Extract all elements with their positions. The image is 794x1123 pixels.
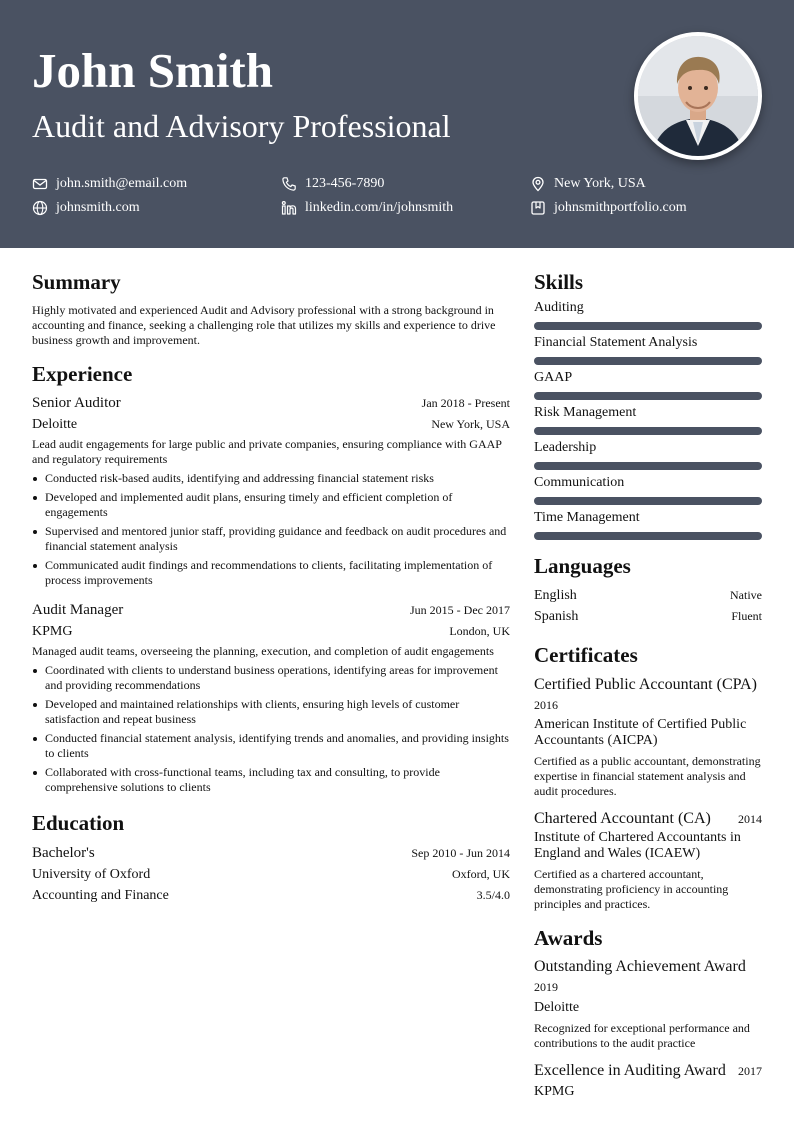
portfolio-icon <box>530 200 546 216</box>
skills-heading: Skills <box>534 270 584 294</box>
main-column <box>32 270 510 906</box>
school-name: University of Oxford <box>32 866 151 882</box>
skill-item <box>534 474 762 505</box>
contact-website[interactable] <box>32 200 140 216</box>
field-of-study: Accounting and Finance <box>32 887 169 903</box>
email-text[interactable]: john.smith@email.com <box>56 176 188 191</box>
avatar-portrait-icon <box>638 36 758 156</box>
award-year: 2017 <box>738 1063 762 1078</box>
job-bullet: Conducted risk-based audits, identifying and addressing financial statement risks <box>32 471 510 486</box>
skill-item <box>534 299 762 330</box>
languages-list <box>534 585 762 627</box>
summary-heading: Summary <box>32 270 121 294</box>
job-bullet: Developed and implemented audit plans, ensuring timely and efficient completion of engagements <box>32 490 510 520</box>
language-level: Native <box>730 588 762 603</box>
skill-bar <box>534 462 762 470</box>
award-title: Outstanding Achievement Award <box>534 957 746 975</box>
award-description: Recognized for exceptional performance and contributions to the audit practice <box>534 1020 750 1050</box>
language-level: Fluent <box>731 609 762 624</box>
skill-name: Communication <box>534 475 625 491</box>
skill-name: Auditing <box>534 300 584 316</box>
job-bullet: Communicated audit findings and recommendations to clients, facilitating implementation of process improvements <box>32 558 510 588</box>
contact-linkedin[interactable] <box>281 200 453 216</box>
contact-email[interactable] <box>32 176 187 192</box>
skill-bar <box>534 427 762 435</box>
gpa: 3.5/4.0 <box>476 887 510 902</box>
job-title: Senior Auditor <box>32 395 121 412</box>
job-title: Audit Manager <box>32 602 124 619</box>
certificate-title: Chartered Accountant (CA) <box>534 809 711 827</box>
job-description: Managed audit teams, overseeing the planning, execution, and completion of audit engagements <box>32 644 494 659</box>
certificate-description: Certified as a public accountant, demonstrating expertise in financial statement analysis and audit procedures. <box>534 753 761 798</box>
skill-name: Risk Management <box>534 405 637 421</box>
award-issuer: Deloitte <box>534 999 580 1015</box>
skill-item <box>534 509 762 540</box>
skill-item <box>534 439 762 470</box>
job-dates: Jun 2015 - Dec 2017 <box>410 603 510 618</box>
job-company: Deloitte <box>32 417 78 433</box>
awards-heading: Awards <box>534 925 603 950</box>
certificate-issuer: Institute of Chartered Accountants in England and Wales (ICAEW) <box>534 829 741 861</box>
job-bullet: Supervised and mentored junior staff, providing guidance and feedback on audit procedures and financial statement analysis <box>32 524 510 554</box>
certificate-issuer: American Institute of Certified Public Accountants (AICPA) <box>534 716 747 748</box>
website-text[interactable]: johnsmith.com <box>56 200 140 215</box>
job-location: London, UK <box>449 624 510 639</box>
phone-text[interactable]: 123-456-7890 <box>305 176 385 191</box>
language-name: English <box>534 588 577 604</box>
skill-bar <box>534 497 762 505</box>
education-dates: Sep 2010 - Jun 2014 <box>411 845 510 860</box>
certificate-year: 2014 <box>738 811 762 826</box>
candidate-name: John Smith <box>32 43 274 98</box>
certificate-entry <box>534 809 762 912</box>
award-issuer: KPMG <box>534 1083 575 1099</box>
certificate-title: Certified Public Accountant (CPA) <box>534 675 757 693</box>
profile-photo <box>634 32 762 160</box>
side-column <box>534 270 762 1100</box>
skill-bar <box>534 322 762 330</box>
skill-name: GAAP <box>534 370 573 386</box>
job-bullets <box>32 663 510 795</box>
certificates-heading: Certificates <box>534 643 638 668</box>
languages-heading: Languages <box>534 554 631 579</box>
skill-name: Time Management <box>534 510 640 526</box>
certificate-description: Certified as a chartered accountant, demonstrating proficiency in accounting principles and practices. <box>534 866 729 911</box>
portfolio-text[interactable]: johnsmithportfolio.com <box>554 200 687 215</box>
mail-icon <box>32 176 48 192</box>
job-entry <box>32 600 510 795</box>
job-bullet: Coordinated with clients to understand business operations, identifying areas for improvement and providing recommendations <box>32 663 510 693</box>
contact-phone[interactable] <box>281 176 384 192</box>
education-entry <box>32 843 510 906</box>
skill-name: Leadership <box>534 440 597 456</box>
job-description: Lead audit engagements for large public and private companies, ensuring compliance with GAAP and regulatory requirements <box>32 437 502 467</box>
skill-name: Financial Statement Analysis <box>534 335 698 351</box>
certificate-entry <box>534 675 762 799</box>
award-title: Excellence in Auditing Award <box>534 1061 726 1079</box>
education-heading: Education <box>32 811 125 836</box>
linkedin-icon <box>281 200 297 216</box>
certificate-year: 2016 <box>534 697 558 712</box>
degree: Bachelor's <box>32 844 95 861</box>
contact-portfolio[interactable] <box>530 200 687 216</box>
skills-list <box>534 299 762 540</box>
job-bullet: Developed and maintained relationships with clients, ensuring high levels of customer satisfaction and repeat business <box>32 697 510 727</box>
school-location: Oxford, UK <box>452 866 510 881</box>
job-company: KPMG <box>32 624 73 640</box>
summary-text: Highly motivated and experienced Audit and Advisory professional with a strong background in accounting and finance, seeking a challenging role that utilizes my skills and experience to drive business growth and improvement. <box>32 303 496 348</box>
location-pin-icon <box>530 176 546 192</box>
skill-item <box>534 334 762 365</box>
skill-item <box>534 404 762 435</box>
candidate-title: Audit and Advisory Professional <box>32 108 451 144</box>
language-name: Spanish <box>534 609 579 625</box>
language-item <box>534 606 762 627</box>
linkedin-text[interactable]: linkedin.com/in/johnsmith <box>305 200 454 215</box>
award-year: 2019 <box>534 979 558 994</box>
skill-bar <box>534 392 762 400</box>
globe-icon <box>32 200 48 216</box>
phone-icon <box>281 176 297 192</box>
award-entry <box>534 957 762 1051</box>
experience-heading: Experience <box>32 362 133 387</box>
job-dates: Jan 2018 - Present <box>421 396 510 411</box>
language-item <box>534 585 762 606</box>
contact-location <box>530 176 646 192</box>
skill-item <box>534 369 762 400</box>
location-text: New York, USA <box>554 176 646 191</box>
job-bullets <box>32 471 510 588</box>
job-bullet: Conducted financial statement analysis, identifying trends and anomalies, and providing insights to clients <box>32 731 510 761</box>
job-entry <box>32 393 510 588</box>
job-bullet: Collaborated with cross-functional teams, including tax and consulting, to provide comprehensive solutions to clients <box>32 765 510 795</box>
skill-bar <box>534 357 762 365</box>
skill-bar <box>534 532 762 540</box>
award-entry <box>534 1061 762 1100</box>
job-location: New York, USA <box>431 417 510 432</box>
resume-header <box>0 0 794 248</box>
